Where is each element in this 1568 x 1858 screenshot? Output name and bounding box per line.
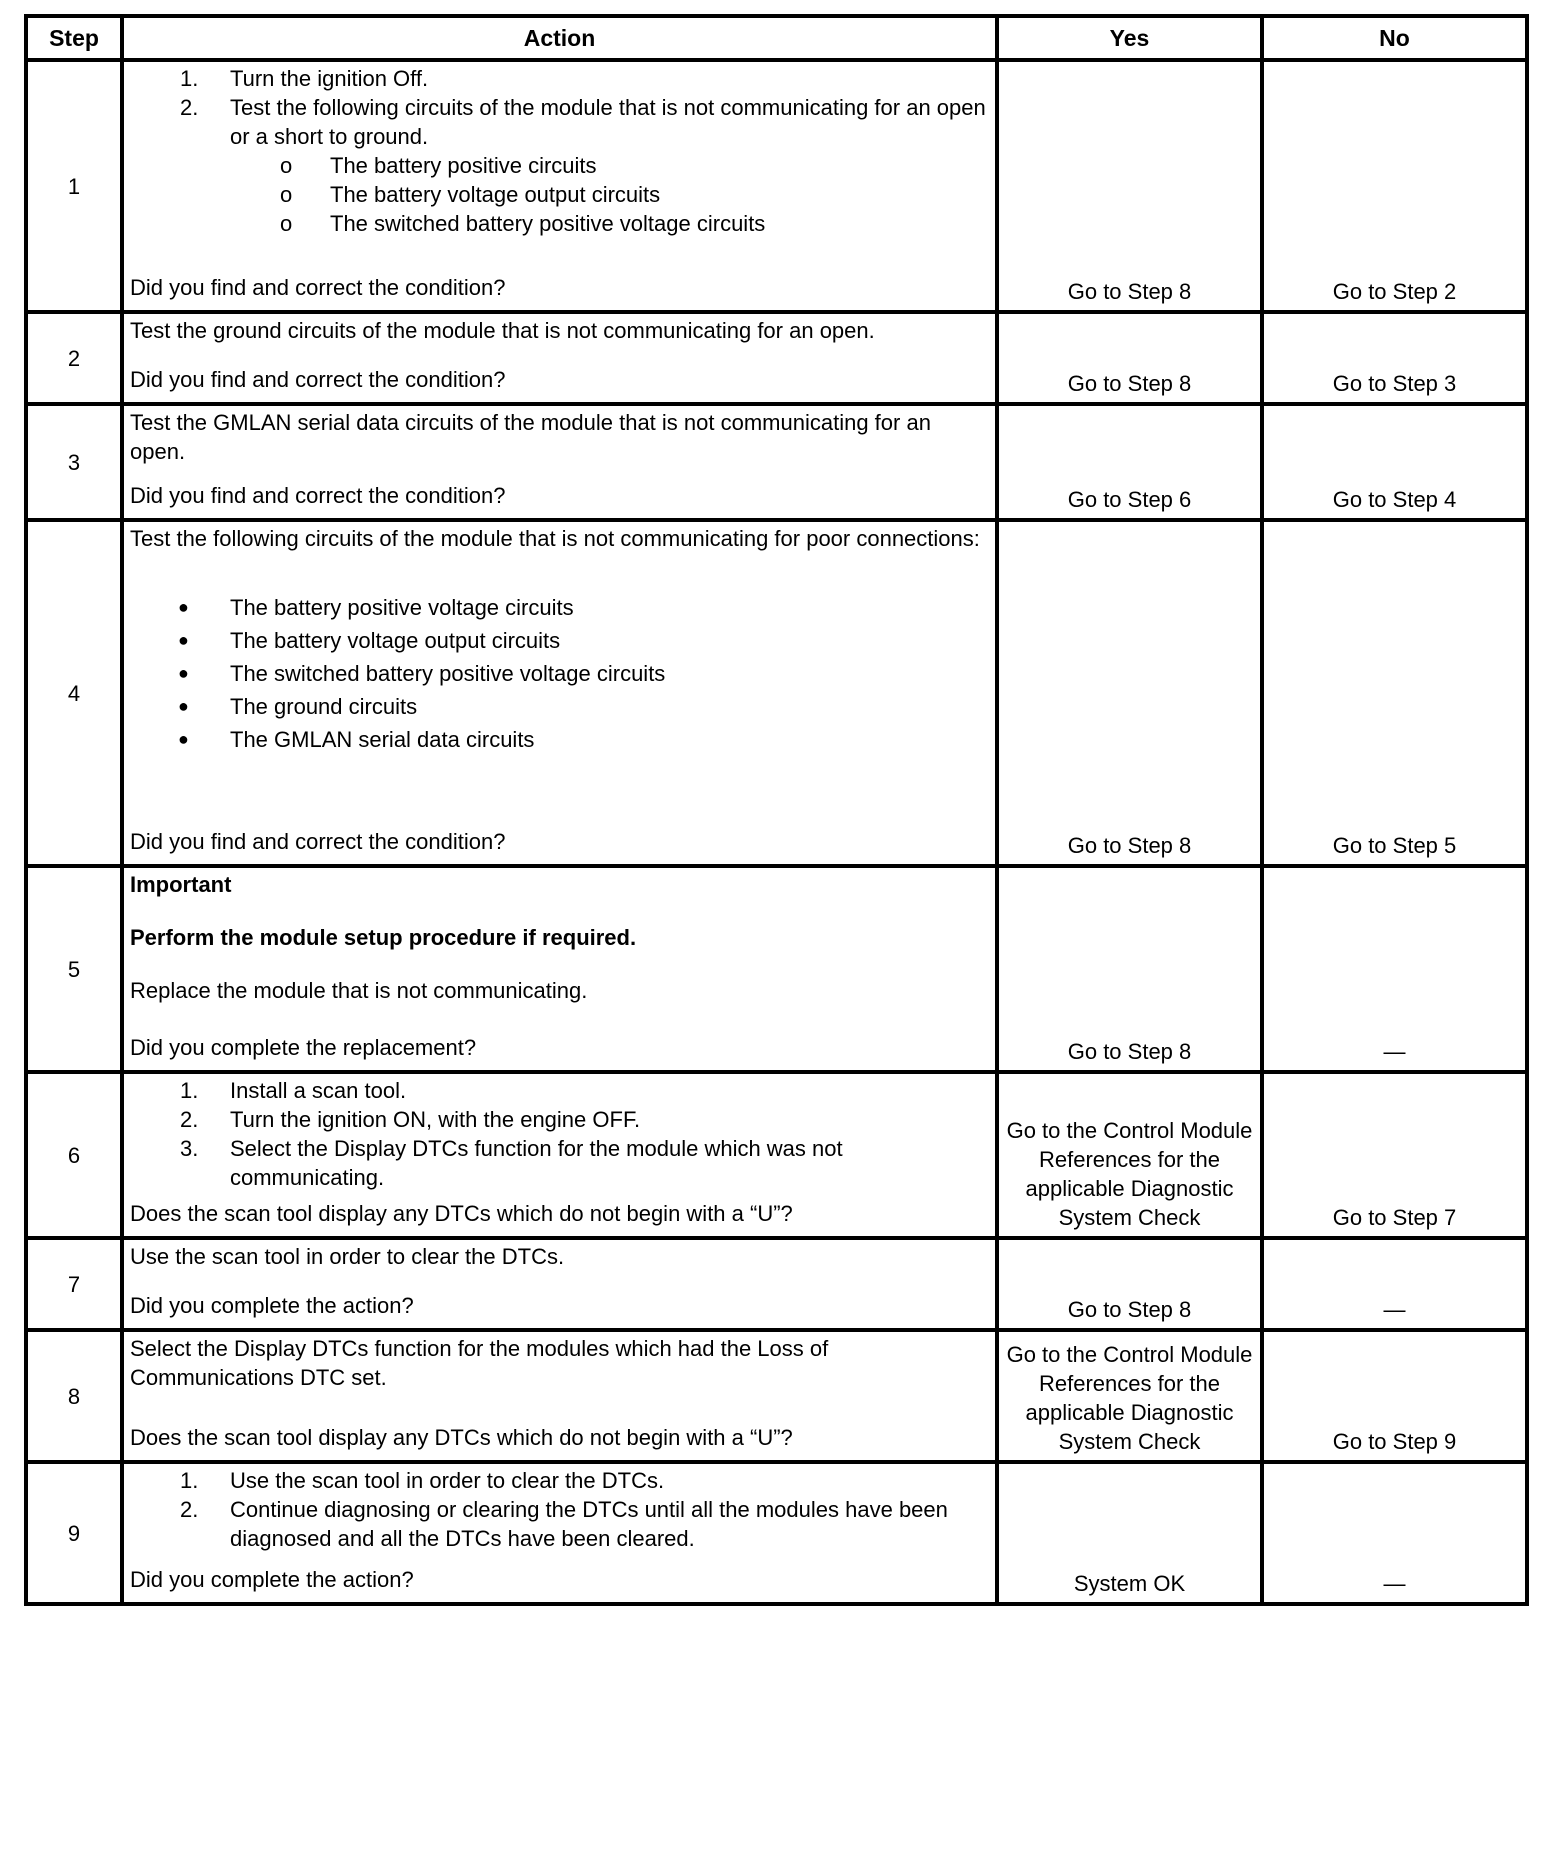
action-text: Test the following circuits of the module that is not communicating for poor connections: bbox=[130, 526, 980, 551]
list-item: 2. Continue diagnosing or clearing the DTCs until all the modules have been diagnosed and all the DTCs have been cleared. bbox=[180, 1497, 948, 1551]
step-number: 1 bbox=[26, 60, 122, 312]
step-number: 7 bbox=[26, 1238, 122, 1330]
no-cell: Go to Step 2 bbox=[1262, 60, 1527, 312]
important-heading: Important bbox=[130, 872, 232, 897]
list-item: ● The GMLAN serial data circuits bbox=[178, 727, 535, 752]
yes-cell: Go to Step 8 bbox=[997, 60, 1262, 312]
numbered-list bbox=[130, 64, 989, 151]
yes-cell: Go to Step 8 bbox=[997, 520, 1262, 866]
action-text: Use the scan tool in order to clear the DTCs. bbox=[130, 1244, 565, 1269]
list-item: o The switched battery positive voltage circuits bbox=[280, 211, 766, 236]
list-item: ● The battery voltage output circuits bbox=[178, 628, 561, 653]
action-cell bbox=[122, 1072, 997, 1238]
no-cell: Go to Step 4 bbox=[1262, 404, 1527, 520]
list-item: o The battery positive circuits bbox=[280, 153, 597, 178]
yes-cell: System OK bbox=[997, 1462, 1262, 1604]
diagnostic-table bbox=[24, 14, 1529, 1606]
action-cell bbox=[122, 404, 997, 520]
question-text: Did you find and correct the condition? bbox=[130, 275, 506, 300]
list-item: ● The ground circuits bbox=[178, 694, 418, 719]
action-cell bbox=[122, 866, 997, 1072]
list-item: o The battery voltage output circuits bbox=[280, 182, 661, 207]
list-item: 3. Select the Display DTCs function for the module which was not communicating. bbox=[180, 1136, 843, 1190]
list-item: 1. Use the scan tool in order to clear the DTCs. bbox=[180, 1468, 665, 1493]
no-cell: — bbox=[1262, 1462, 1527, 1604]
list-item: ● The battery positive voltage circuits bbox=[178, 595, 574, 620]
question-text: Did you find and correct the condition? bbox=[130, 367, 506, 392]
numbered-list bbox=[130, 1076, 989, 1192]
no-cell: Go to Step 3 bbox=[1262, 312, 1527, 404]
table-row-step-1 bbox=[26, 60, 1527, 312]
no-cell: Go to Step 7 bbox=[1262, 1072, 1527, 1238]
action-text: Select the Display DTCs function for the modules which had the Loss of Communications DTC set. bbox=[130, 1336, 829, 1390]
step-number: 9 bbox=[26, 1462, 122, 1604]
table-row-step-2 bbox=[26, 312, 1527, 404]
step-number: 3 bbox=[26, 404, 122, 520]
question-text: Did you complete the action? bbox=[130, 1567, 414, 1592]
header-row bbox=[26, 16, 1527, 60]
table-row-step-3 bbox=[26, 404, 1527, 520]
no-cell: — bbox=[1262, 866, 1527, 1072]
yes-cell: Go to Step 8 bbox=[997, 312, 1262, 404]
yes-cell: Go to Step 8 bbox=[997, 866, 1262, 1072]
important-text: Perform the module setup procedure if required. bbox=[130, 925, 637, 950]
action-text: Replace the module that is not communicating. bbox=[130, 978, 588, 1003]
header-no: No bbox=[1262, 16, 1527, 60]
step-number: 8 bbox=[26, 1330, 122, 1462]
header-step: Step bbox=[26, 16, 122, 60]
action-cell bbox=[122, 60, 997, 312]
list-item: 1. Install a scan tool. bbox=[180, 1078, 407, 1103]
action-cell bbox=[122, 520, 997, 866]
numbered-list bbox=[130, 1466, 989, 1553]
action-cell bbox=[122, 1238, 997, 1330]
step-number: 5 bbox=[26, 866, 122, 1072]
table-row-step-7 bbox=[26, 1238, 1527, 1330]
no-cell: Go to Step 5 bbox=[1262, 520, 1527, 866]
yes-cell: Go to the Control Module References for the applicable Diagnostic System Check bbox=[997, 1072, 1262, 1238]
action-cell bbox=[122, 1462, 997, 1604]
list-item: 2. Turn the ignition ON, with the engine OFF. bbox=[180, 1107, 641, 1132]
yes-cell: Go to Step 6 bbox=[997, 404, 1262, 520]
question-text: Does the scan tool display any DTCs which do not begin with a “U”? bbox=[130, 1425, 793, 1450]
header-yes: Yes bbox=[997, 16, 1262, 60]
action-cell bbox=[122, 312, 997, 404]
bullet-list bbox=[130, 591, 989, 756]
question-text: Did you complete the replacement? bbox=[130, 1035, 477, 1060]
table-row-step-8 bbox=[26, 1330, 1527, 1462]
header-action: Action bbox=[122, 16, 997, 60]
list-item: 2. Test the following circuits of the module that is not communicating for an open or a short to ground. bbox=[180, 95, 986, 149]
yes-cell: Go to Step 8 bbox=[997, 1238, 1262, 1330]
list-item: 1. Turn the ignition Off. bbox=[180, 66, 429, 91]
step-number: 6 bbox=[26, 1072, 122, 1238]
question-text: Did you find and correct the condition? bbox=[130, 829, 506, 854]
table-row-step-9 bbox=[26, 1462, 1527, 1604]
no-cell: — bbox=[1262, 1238, 1527, 1330]
list-item: ● The switched battery positive voltage circuits bbox=[178, 661, 666, 686]
sub-list bbox=[130, 151, 989, 238]
table-row-step-4 bbox=[26, 520, 1527, 866]
action-text: Test the GMLAN serial data circuits of the module that is not communicating for an open. bbox=[130, 410, 931, 464]
table-row-step-6 bbox=[26, 1072, 1527, 1238]
question-text: Did you complete the action? bbox=[130, 1293, 414, 1318]
action-text: Test the ground circuits of the module that is not communicating for an open. bbox=[130, 318, 875, 343]
step-number: 4 bbox=[26, 520, 122, 866]
question-text: Does the scan tool display any DTCs which do not begin with a “U”? bbox=[130, 1201, 793, 1226]
yes-cell: Go to the Control Module References for the applicable Diagnostic System Check bbox=[997, 1330, 1262, 1462]
step-number: 2 bbox=[26, 312, 122, 404]
question-text: Did you find and correct the condition? bbox=[130, 483, 506, 508]
no-cell: Go to Step 9 bbox=[1262, 1330, 1527, 1462]
action-cell bbox=[122, 1330, 997, 1462]
table-row-step-5 bbox=[26, 866, 1527, 1072]
